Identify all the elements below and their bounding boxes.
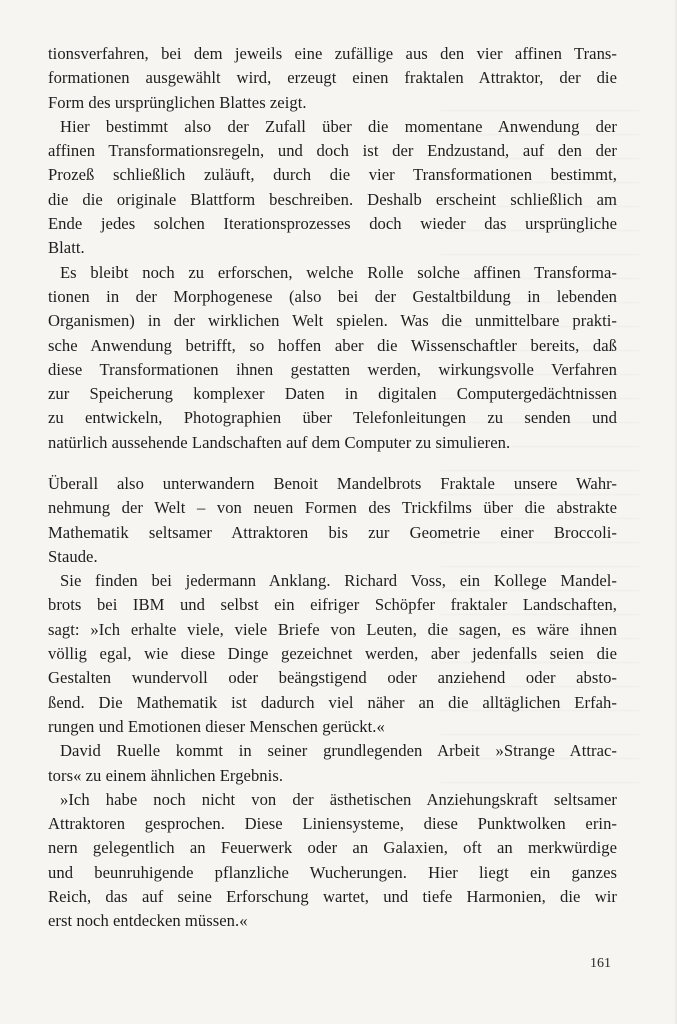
paragraph [48, 472, 617, 569]
paragraph [48, 115, 617, 261]
text-line: erst noch entdecken müssen.« [48, 911, 248, 931]
text-line: Staude. [48, 546, 98, 566]
text-section-lower [48, 472, 617, 934]
text-line: rungen und Emotionen dieser Menschen gerückt.« [48, 716, 385, 736]
text-line: Ende jedes solchen Iterationsprozesses doch wieder das ursprüngliche [48, 214, 617, 234]
text-line: zur Speicherung komplexer Daten in digitalen Computergedächtnissen [48, 384, 617, 404]
text-line: nern gelegentlich an Feuerwerk oder an Galaxien, oft an merkwürdige [48, 838, 617, 858]
text-line: David Ruelle kommt in seiner grundlegenden Arbeit »Strange Attrac- [60, 741, 617, 761]
text-line: Reich, das auf seine Erforschung wartet, und tiefe Harmonien, die wir [48, 887, 617, 907]
text-line: sche Anwendung betrifft, so hoffen aber die Wissenschaftler bereits, daß [48, 335, 617, 355]
text-line: brots bei IBM und selbst ein eifriger Schöpfer fraktaler Landschaften, [48, 595, 617, 615]
text-line: »Ich habe noch nicht von der ästhetischen Anziehungskraft seltsamer [60, 789, 617, 809]
text-line: nehmung der Welt – von neuen Formen des Trickfilms über die abstrakte [48, 498, 617, 518]
page-number: 161 [590, 956, 611, 971]
text-line: Sie finden bei jedermann Anklang. Richard Voss, ein Kollege Mandel- [60, 571, 617, 591]
text-line: diese Transformationen ihnen gestatten werden, wirkungsvolle Verfahren [48, 359, 617, 379]
paragraph [48, 788, 617, 934]
text-line: ßend. Die Mathematik ist dadurch viel näher an die alltäglichen Erfah- [48, 692, 617, 712]
text-line: Mathematik seltsamer Attraktoren bis zur Geometrie einer Broccoli- [48, 522, 617, 542]
text-line: Attraktoren gesprochen. Diese Liniensysteme, diese Punktwolken erin- [48, 814, 617, 834]
text-line: formationen ausgewählt wird, erzeugt einen fraktalen Attraktor, der die [48, 68, 617, 88]
text-line: tionen in der Morphogenese (also bei der Gestaltbildung in lebenden [48, 286, 617, 306]
paragraph [48, 739, 617, 788]
paragraph [48, 569, 617, 739]
text-line: Prozeß schließlich zuläuft, durch die vier Transformationen bestimmt, [48, 165, 617, 185]
paragraph [48, 261, 617, 455]
text-line: Blatt. [48, 238, 85, 258]
text-line: und beunruhigende pflanzliche Wucherungen. Hier liegt ein ganzes [48, 862, 617, 882]
text-line: affinen Transformationsregeln, und doch ist der Endzustand, auf den der [48, 141, 617, 161]
text-line: Gestalten wundervoll oder beängstigend oder anziehend oder absto- [48, 668, 617, 688]
text-line: natürlich aussehende Landschaften auf dem Computer zu simulieren. [48, 432, 511, 452]
text-line: tors« zu einem ähnlichen Ergebnis. [48, 765, 284, 785]
text-line: völlig egal, wie diese Dinge gezeichnet werden, aber jedenfalls seien die [48, 644, 617, 664]
text-line: Form des ursprünglichen Blattes zeigt. [48, 92, 307, 112]
text-line: sagt: »Ich erhalte viele, viele Briefe von Leuten, die sagen, es wäre ihnen [48, 619, 617, 639]
text-line: die die originale Blattform beschreiben. Deshalb erscheint schließlich am [48, 189, 617, 209]
text-line: Organismen) in der wirklichen Welt spielen. Was die unmittelbare prakti- [48, 311, 617, 331]
text-line: tionsverfahren, bei dem jeweils eine zufällige aus den vier affinen Trans- [48, 44, 617, 63]
paragraph [48, 42, 617, 115]
text-line: Es bleibt noch zu erforschen, welche Rolle solche affinen Transforma- [60, 262, 617, 282]
text-section-upper [48, 42, 617, 455]
text-line: zu entwickeln, Photographien über Telefonleitungen zu senden und [48, 408, 617, 428]
text-line: Überall also unterwandern Benoit Mandelbrots Fraktale unsere Wahr- [48, 474, 617, 493]
text-line: Hier bestimmt also der Zufall über die momentane Anwendung der [60, 116, 617, 136]
